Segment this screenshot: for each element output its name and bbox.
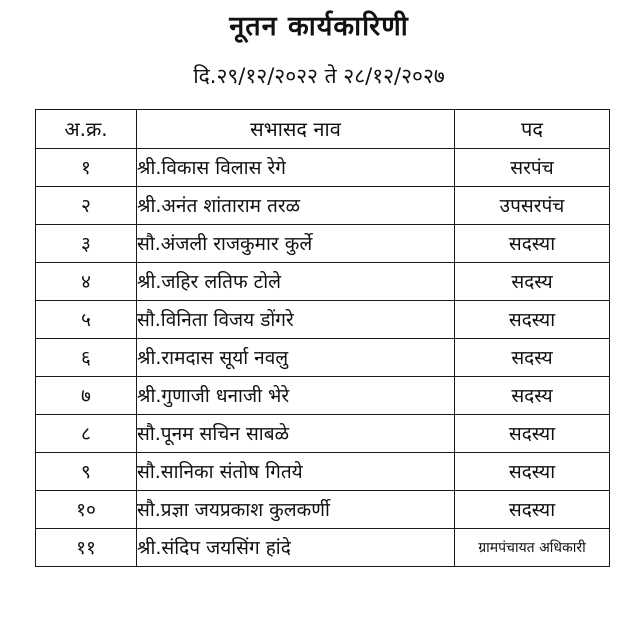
table-row — [36, 225, 610, 263]
post-cell: सदस्य — [455, 263, 610, 301]
name-cell: श्री.रामदास सूर्या नवलु — [137, 339, 455, 377]
table-row — [36, 263, 610, 301]
post-cell: सदस्य — [455, 339, 610, 377]
post-cell: ग्रामपंचायत अधिकारी — [455, 529, 610, 567]
serial-cell: १ — [36, 149, 137, 187]
post-cell: सदस्या — [455, 491, 610, 529]
header-serial: अ.क्र. — [36, 110, 137, 149]
post-cell: उपसरपंच — [455, 187, 610, 225]
serial-cell: ८ — [36, 415, 137, 453]
table-row — [36, 491, 610, 529]
table-row — [36, 529, 610, 567]
header-name: सभासद नाव — [137, 110, 455, 149]
table-header-row — [36, 110, 610, 149]
name-cell: श्री.जहिर लतिफ टोले — [137, 263, 455, 301]
post-cell: सरपंच — [455, 149, 610, 187]
post-cell: सदस्य — [455, 377, 610, 415]
name-cell: श्री.गुणाजी धनाजी भेरे — [137, 377, 455, 415]
name-cell: सौ.प्रज्ञा जयप्रकाश कुलकर्णी — [137, 491, 455, 529]
table-row — [36, 149, 610, 187]
post-cell: सदस्या — [455, 415, 610, 453]
name-cell: सौ.पूनम सचिन साबळे — [137, 415, 455, 453]
name-cell: श्री.संदिप जयसिंग हांदे — [137, 529, 455, 567]
table-row — [36, 377, 610, 415]
members-table — [35, 109, 610, 567]
name-cell: सौ.विनिता विजय डोंगरे — [137, 301, 455, 339]
serial-cell: ९ — [36, 453, 137, 491]
serial-cell: ५ — [36, 301, 137, 339]
serial-cell: ३ — [36, 225, 137, 263]
table-row — [36, 453, 610, 491]
post-cell: सदस्या — [455, 225, 610, 263]
table-row — [36, 187, 610, 225]
serial-cell: ४ — [36, 263, 137, 301]
table-row — [36, 415, 610, 453]
serial-cell: ७ — [36, 377, 137, 415]
table-row — [36, 301, 610, 339]
serial-cell: ११ — [36, 529, 137, 567]
post-cell: सदस्या — [455, 453, 610, 491]
name-cell: सौ.अंजली राजकुमार कुर्ले — [137, 225, 455, 263]
name-cell: श्री.विकास विलास रेगे — [137, 149, 455, 187]
table-row — [36, 339, 610, 377]
name-cell: श्री.अनंत शांताराम तरळ — [137, 187, 455, 225]
page-title: नूतन कार्यकारिणी — [229, 11, 409, 42]
post-cell: सदस्या — [455, 301, 610, 339]
header-post: पद — [455, 110, 610, 149]
term-period: दि.२९/१२/२०२२ ते २८/१२/२०२७ — [193, 64, 445, 88]
name-cell: सौ.सानिका संतोष गितये — [137, 453, 455, 491]
serial-cell: १० — [36, 491, 137, 529]
serial-cell: ६ — [36, 339, 137, 377]
serial-cell: २ — [36, 187, 137, 225]
